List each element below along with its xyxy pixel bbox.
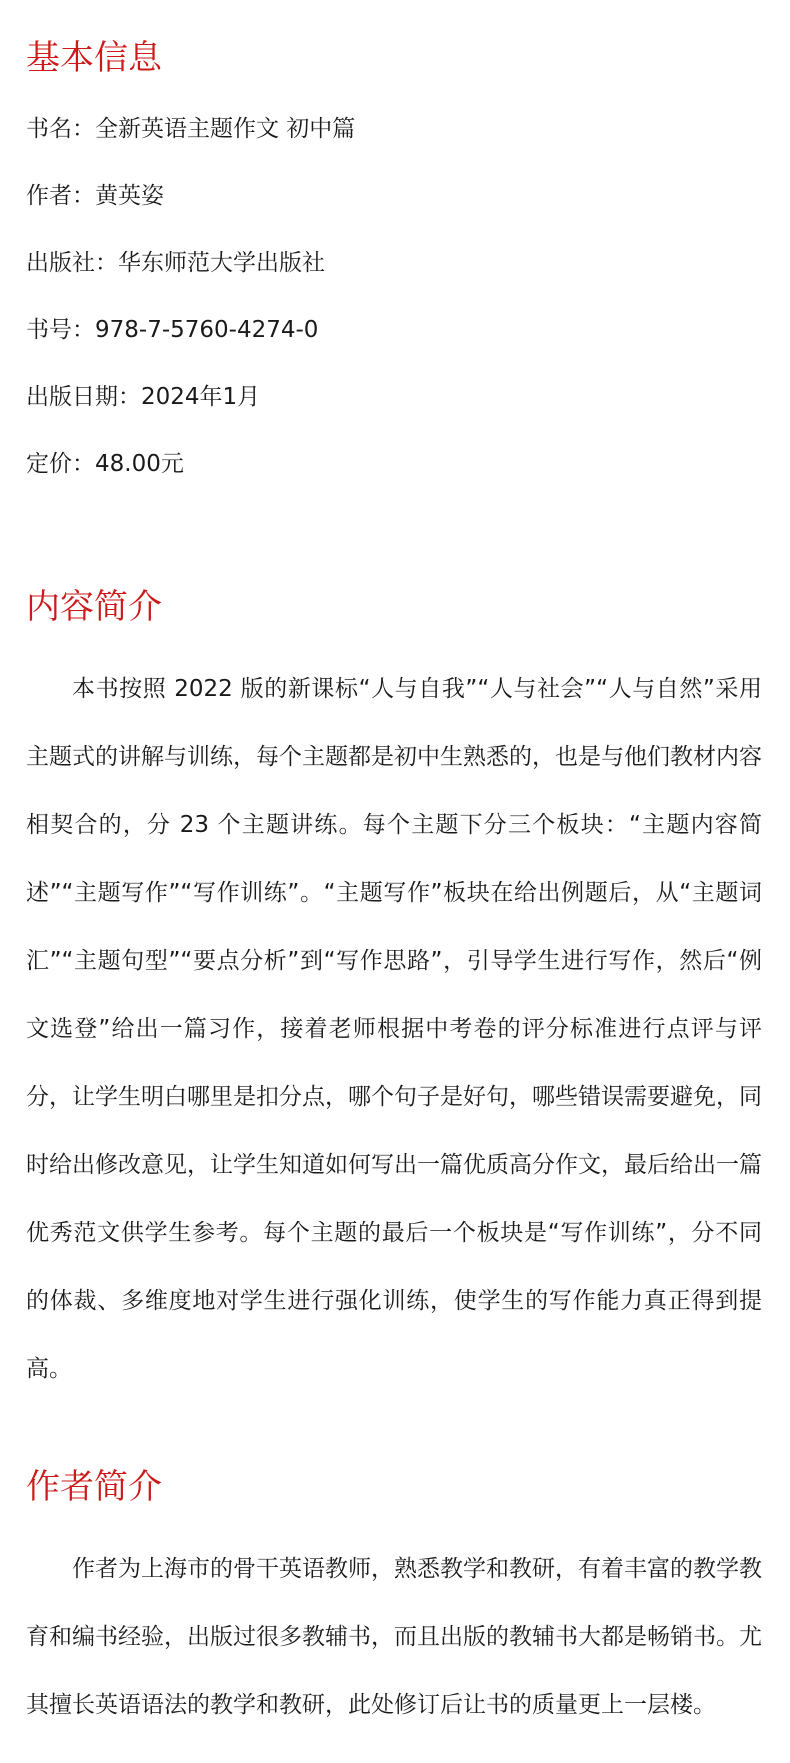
book-title-line: 书名：全新英语主题作文 初中篇: [26, 116, 356, 142]
publisher-line: 出版社：华东师范大学出版社: [26, 250, 325, 276]
pub-date-line: 出版日期：2024年1月: [26, 384, 261, 410]
basic-info-heading: 基本信息: [26, 38, 162, 78]
isbn-line: 书号：978-7-5760-4274-0: [26, 317, 319, 343]
author-intro-heading: 作者简介: [26, 1467, 162, 1507]
author-intro-paragraph: 作者为上海市的骨干英语教师，熟悉教学和教研，有着丰富的教学教育和编书经验，出版过很多教辅书，而且出版的教辅书大都是畅销书。尤其擅长英语语法的教学和教研，此处修订后让书的质量更上一层楼。: [26, 1556, 762, 1718]
price-line: 定价：48.00元: [26, 451, 184, 477]
author-line: 作者：黄英姿: [26, 183, 164, 209]
content-intro-heading: 内容简介: [26, 587, 162, 627]
content-intro-paragraph: 本书按照 2022 版的新课标“人与自我”“人与社会”“人与自然”采用主题式的讲解与训练，每个主题都是初中生熟悉的，也是与他们教材内容相契合的，分 23 个主题讲练。每个主题下分三个板块：“主题内容简述”“主题写作”“写作训练”。“主题写作”板块在给出例题后，从“主题词汇”“主题句型”“要点分析”到“写作思路”，引导学生进行写作，然后“例文选登”给出一篇习作，接着老师根据中考卷的评分标准进行点评与评分，让学生明白哪里是扣分点，哪个句子是好句，哪些错误需要避免，同时给出修改意见，让学生知道如何写出一篇优质高分作文，最后给出一篇优秀范文供学生参考。每个主题的最后一个板块是“写作训练”，分不同的体裁、多维度地对学生进行强化训练，使学生的写作能力真正得到提高。: [26, 676, 762, 1382]
